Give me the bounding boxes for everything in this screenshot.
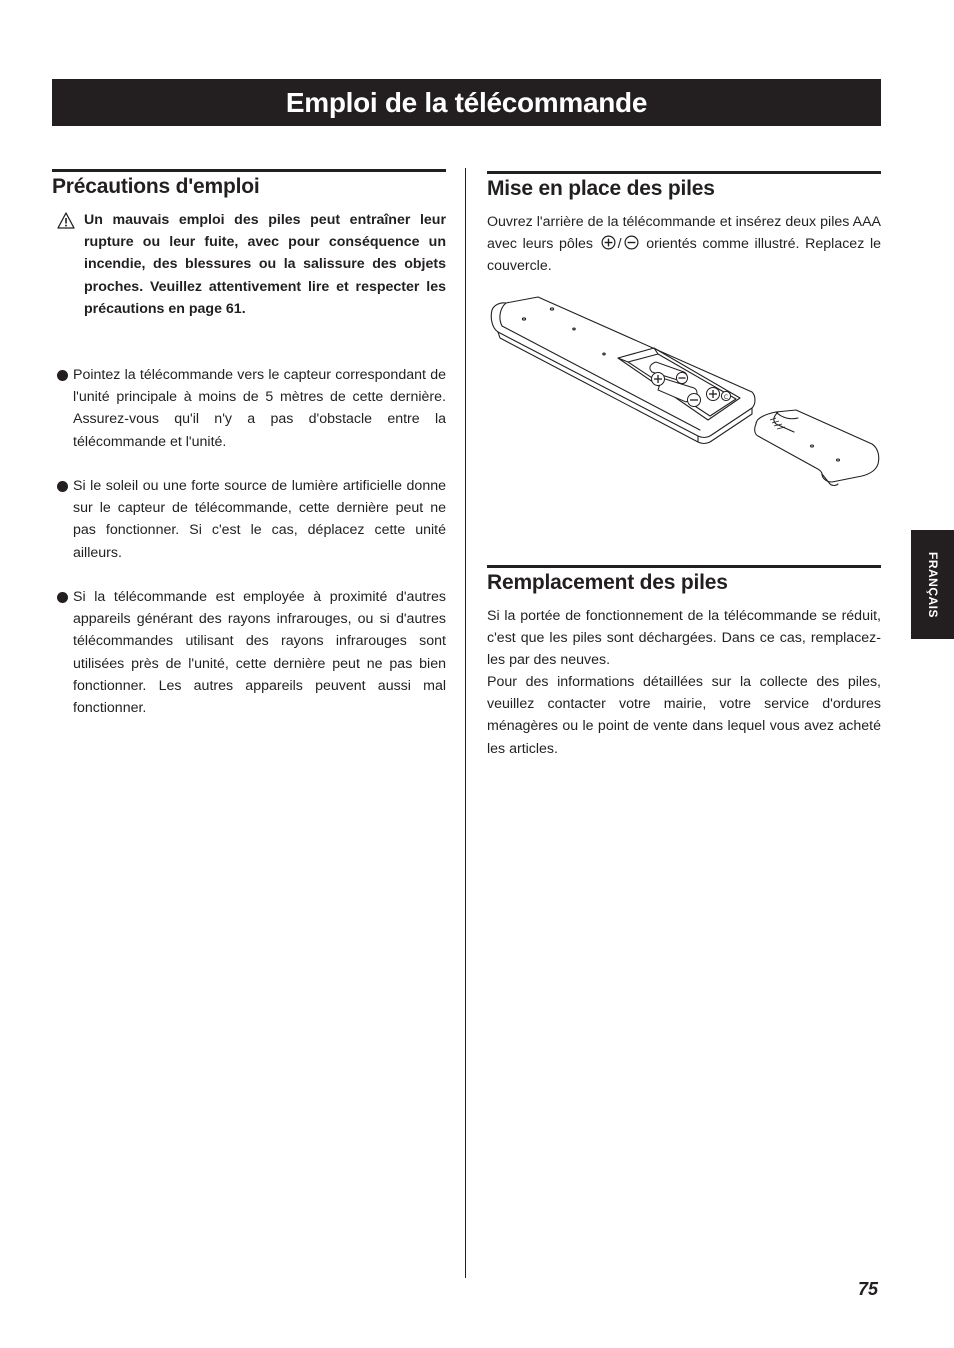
installation-text [487, 211, 881, 278]
installation-text-after: orientés comme illustré. Replacez le couvercle. [487, 236, 881, 275]
bullet-text-1: Pointez la télécommande vers le capteur correspondant de l'unité principale à moins de 5 mètres de cette dernière. Assurez-vous qu'il n'y a pas d'obstacle entre la télécommande et l'unité. [73, 367, 446, 450]
bullet-dot [57, 370, 68, 381]
page-number: 75 [857, 1279, 878, 1299]
plus-pole-icon [601, 235, 616, 250]
page-title: Emploi de la télécommande [285, 86, 648, 118]
heading-installation: Mise en place des piles [487, 177, 715, 200]
bullet-text-2: Si le soleil ou une forte source de lumière artificielle donne sur le capteur de télécommande, cette dernière peut ne pas fonctionner. Si c'est le cas, déplacez cette unité ailleurs. [73, 478, 446, 561]
section-rule-replacement [487, 565, 881, 568]
replacement-text-1: Si la portée de fonctionnement de la télécommande se réduit, c'est que les piles sont déchargées. Dans ce cas, remplacez-les par des neuves. [487, 608, 881, 669]
remote-body [491, 297, 755, 438]
pole-separator: / [617, 236, 622, 253]
language-tab [911, 530, 954, 639]
minus-pole-icon [624, 235, 639, 250]
replacement-text-2: Pour des informations détaillées sur la collecte des piles, veuillez contacter votre mairie, votre service d'ordures ménagères ou le point de vente dans lequel vous avez acheté les articles. [487, 674, 881, 757]
warning-text: Un mauvais emploi des piles peut entraîner leur rupture ou leur fuite, avec pour conséquence un incendie, des blessures ou la salissure des objets proches. Veuillez attentivement lire et respecter les précautions en page 61. [84, 212, 446, 317]
title-bar [52, 79, 881, 126]
svg-text:C: C [723, 394, 729, 401]
bullet-dot [57, 592, 68, 603]
installation-text-before: Ouvrez l'arrière de la télécommande et insérez deux piles AAA avec leurs pôles [487, 214, 881, 253]
bullet-text-3: Si la télécommande est employée à proximité d'autres appareils générant des rayons infrarouges, ou si d'autres télécommandes utilisant des rayons infrarouges sont utilisées près de l'unité, cette dernière peut ne pas bien fonctionner. Les autres appareils peuvent aussi mal fonctionner. [73, 589, 446, 717]
heading-precautions: Précautions d'emploi [52, 175, 260, 198]
heading-replacement: Remplacement des piles [487, 571, 728, 594]
warning-triangle-icon [57, 212, 75, 229]
battery-cover [755, 410, 879, 486]
bullet-dot [57, 481, 68, 492]
language-tab-label: FRANÇAIS [925, 551, 940, 618]
section-rule-installation [487, 171, 881, 174]
column-divider [465, 168, 466, 1278]
section-rule-precautions [52, 169, 446, 172]
remote-battery-illustration [486, 292, 882, 488]
